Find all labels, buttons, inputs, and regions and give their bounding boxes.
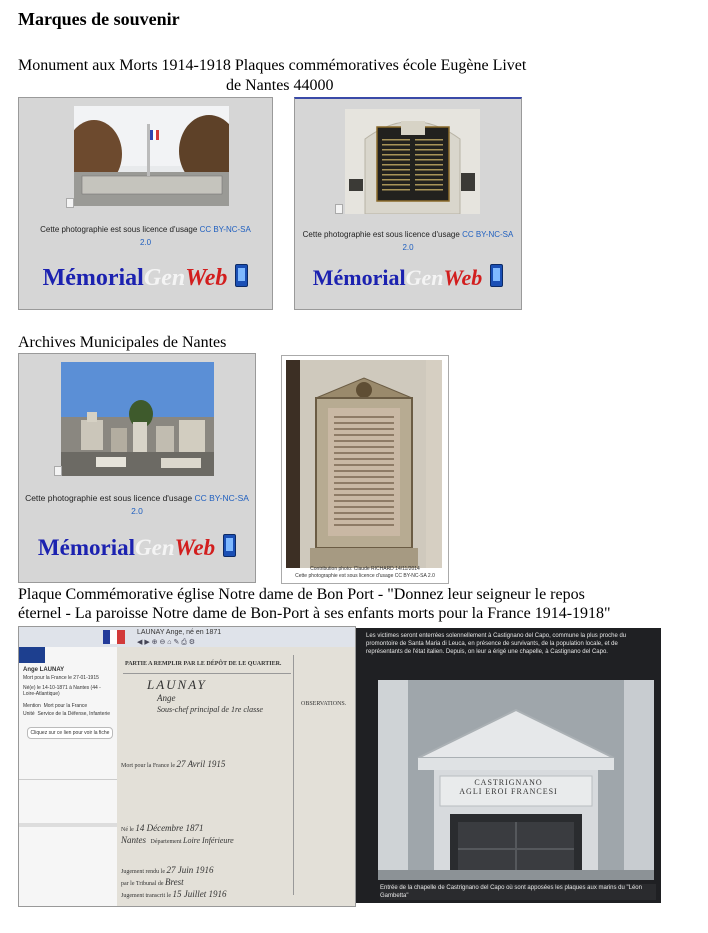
record-sidebar: [19, 647, 118, 906]
chapel-top-text: Les victimes seront enterrées solennellement à Castignano del Capo, commune la plus proche du promontoire de Santa Maria di Leuca, en présence de survivants, de la population locale, et de représentants de l'état italien. Depuis, on leur a érigé une chapelle, à Castignano del Capo.: [366, 633, 627, 655]
form-born: Né le 14 Décembre 1871: [121, 823, 204, 833]
form-heading: PARTIE A REMPLIR PAR LE DÉPÔT DE LE QUARTIER.: [125, 661, 282, 667]
form-judgement: Jugement rendu le 27 Juin 1916: [121, 865, 214, 875]
license-text: Cette photographie est sous licence d'usage CC BY-NC-SA 2.0: [25, 493, 249, 516]
sidebar-born: Né(e) le 14-10-1871 à Nantes (44 - Loire-Atlantique): [23, 685, 101, 697]
mobile-phone-icon: [490, 264, 503, 287]
license-link[interactable]: CC BY-NC-SA: [199, 225, 251, 234]
record-topbar-title: LAUNAY Ange, né en 1871: [137, 629, 222, 636]
memorialgenweb-logo[interactable]: MémorialGenWeb: [19, 264, 272, 292]
sidebar-logo: [19, 647, 45, 663]
plaque-credit: Contribution photo: Claude RICHARD 14/11/2014 Cette photographie est sous licence d'usage CC BY-NC-SA 2.0: [295, 566, 435, 579]
form-death: Mort pour la France le 27 Avril 1915: [121, 759, 226, 769]
section2-caption: Archives Municipales de Nantes: [18, 334, 227, 351]
monument-photo: [74, 106, 229, 206]
form-grade: Sous-chef principal de 1re classe: [157, 705, 263, 714]
section1-caption-line2: de Nantes 44000: [226, 77, 334, 94]
sidebar-row-unite: Unité Service de la Défense, Infanterie: [23, 711, 111, 717]
form-firstname: Ange: [157, 693, 176, 703]
memorial-card-archives[interactable]: [18, 353, 256, 583]
chapel-bottom-text: Entrée de la chapelle de Castrignano del Capo où sont apposées les plaques aux marins du "Léon Gambetta": [380, 884, 656, 900]
death-record-screenshot[interactable]: [18, 626, 356, 907]
form-name: LAUNAY: [147, 677, 207, 692]
sidebar-title: Ange LAUNAY: [23, 667, 65, 673]
license-link[interactable]: CC BY-NC-SA: [462, 230, 514, 239]
form-tribunal: par le Tribunal de Brest: [121, 877, 184, 887]
chapel-inscription: CASTRIGNANO AGLI EROI FRANCESI: [459, 778, 558, 796]
cemetery-photo: [61, 362, 214, 476]
sidebar-scrollbar[interactable]: [19, 823, 117, 827]
school-plaques-photo: [345, 109, 480, 214]
photo-marker: [54, 466, 62, 476]
section3-caption-line2: éternel - La paroisse Notre dame de Bon-Port à ses enfants morts pour la France 1914-1918": [18, 605, 611, 622]
section3-caption-line1: Plaque Commémorative église Notre dame de Bon Port - "Donnez leur seigneur le repos: [18, 586, 585, 603]
license-text: Cette photographie est sous licence d'usage CC BY-NC-SA 2.0: [302, 230, 514, 252]
form-observations: OBSERVATIONS.: [301, 701, 347, 707]
photo-marker: [66, 198, 74, 208]
license-link[interactable]: CC BY-NC-SA: [194, 493, 249, 503]
memorial-card-monument[interactable]: [18, 97, 273, 310]
sidebar-link-button[interactable]: Cliquez sur ce lien pour voir la fiche: [27, 727, 113, 739]
record-form: [117, 647, 355, 906]
memorial-card-plaques-ecole[interactable]: [294, 97, 522, 310]
license-version[interactable]: 2.0: [402, 243, 414, 252]
mobile-phone-icon: [223, 534, 236, 557]
chapel-photo-card[interactable]: [356, 628, 661, 903]
license-text: Cette photographie est sous licence d'usage CC BY-NC-SA 2.0: [40, 225, 251, 247]
page-heading: Marques de souvenir: [18, 9, 180, 29]
mobile-phone-icon: [235, 264, 248, 287]
church-plaque-card[interactable]: [281, 355, 449, 584]
license-version[interactable]: 2.0: [131, 506, 143, 516]
sidebar-row-mention: Mention Mort pour la France: [23, 703, 88, 709]
record-toolbar-icons[interactable]: ◀ ▶ ⊕ ⊖ ⌂ ✎ ⎙ ⚙: [137, 639, 196, 646]
form-transcribed: Jugement transcrit le 15 Juillet 1916: [121, 889, 227, 899]
photo-marker: [335, 204, 343, 214]
church-plaque-photo: [286, 360, 442, 568]
sidebar-subtitle: Mort pour la France le 27-01-1915: [23, 675, 99, 681]
memorialgenweb-logo[interactable]: MémorialGenWeb: [19, 534, 255, 561]
memorialgenweb-logo[interactable]: MémorialGenWeb: [295, 264, 521, 291]
record-topbar: [19, 627, 355, 647]
form-place: Nantes Département Loire Inférieure: [121, 835, 234, 845]
section1-caption-line1: Monument aux Morts 1914-1918 Plaques commémoratives école Eugène Livet: [18, 57, 527, 74]
marianne-logo: [103, 630, 125, 644]
license-version[interactable]: 2.0: [139, 238, 152, 247]
